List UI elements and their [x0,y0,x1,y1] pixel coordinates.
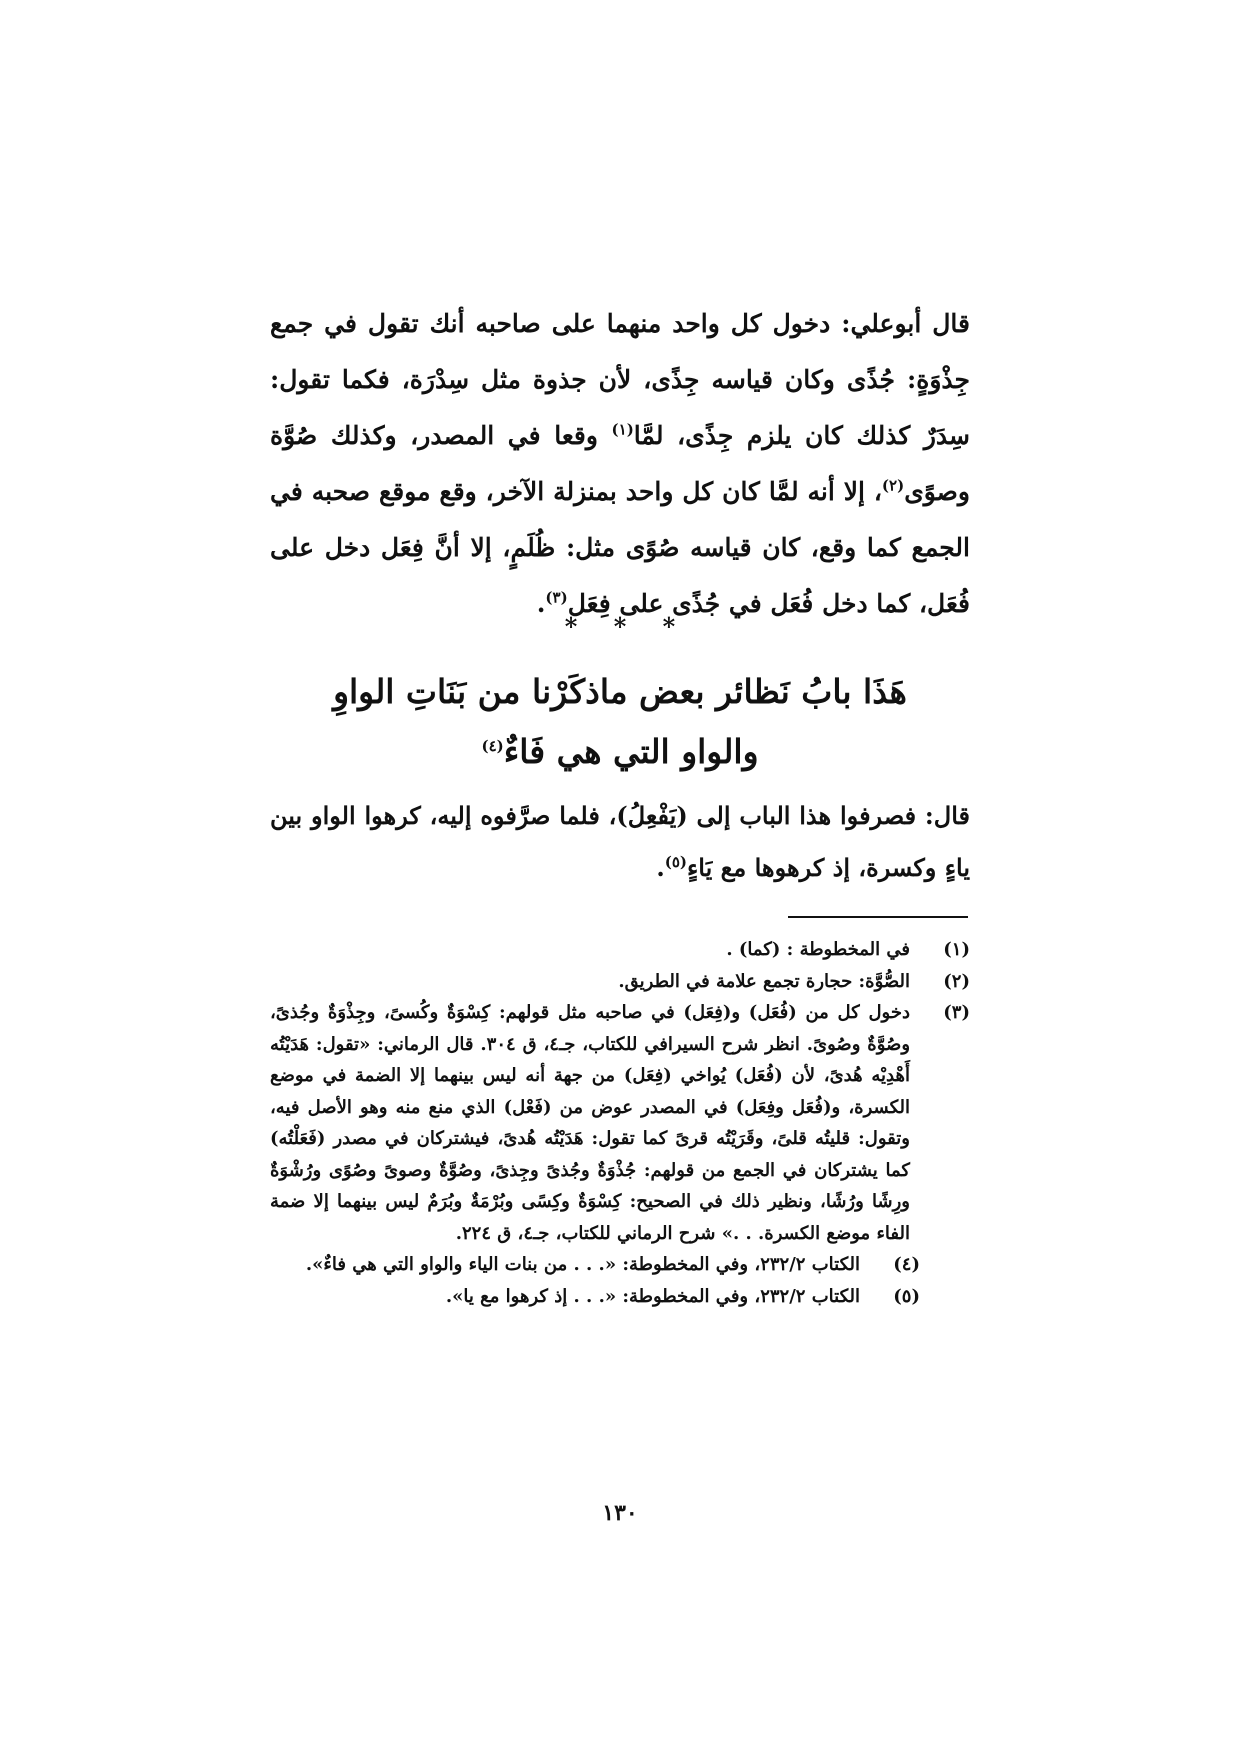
footnote-number: (٤) [893,1254,920,1275]
footnote-3 [270,997,970,1249]
footnote-text: الكتاب ٢٣٢/٢، وفي المخطوطة: «. . . من بنات الياء والواو التي هي فاءٌ». [305,1254,860,1275]
footnote-text: الصُّوَّة: حجارة تجمع علامة في الطريق. [618,970,910,992]
footnote-ref-4[interactable]: (٤) [481,737,504,755]
section-separator [270,612,970,641]
separator-star: * [613,612,627,641]
footnote-number: (٣) [943,1002,970,1023]
footnote-2 [270,966,970,998]
footnote-text: في المخطوطة : (كما) . [726,939,910,960]
footnote-number: (٥) [893,1285,920,1307]
footnote-number: (٢) [943,970,970,992]
footnote-text: الكتاب ٢٣٢/٢، وفي المخطوطة: «. . . إذ كرهوا مع يا». [445,1285,860,1307]
footnote-ref-2[interactable]: (٢) [881,476,905,495]
footnote-number: (١) [943,939,970,960]
separator-star: * [564,612,578,641]
qal-label: قال: [924,801,970,830]
second-paragraph [270,790,970,894]
chapter-title-line-2 [270,722,970,782]
chapter-title [270,662,970,782]
chapter-title-line-1: هَذَا بابُ نَظائر بعض ماذكَرْنا من بَنَاتِ الواوِ [333,672,907,711]
main-text-part-a: قال أبوعلي: دخول كل واحد منهما على صاحبه أنك تقول في جمع جِذْوَةٍ: جُذًى وكان قياسه جِذًى، لأن جذوة مثل سِدْرَة، فكما تقول: سِدَرٌ كذلك كان يلزم جِذًى، لمَّا [270,309,970,450]
footnote-text: دخول كل من (فُعَل) و(فِعَل) في صاحبه مثل قولهم: كِسْوَةٌ وكُسىً، وجِذْوَةٌ وجُذىً، وصُوَّةٌ وصُوىً. انظر شرح السيرافي للكتاب، جـ٤، ق ٣٠٤. قال الرماني: «تقول: هَدَيْتُه أَهْدِيْه هُدىً، لأن (فُعَل) يُواخي (فِعَل) من جهة أنه ليس بينهما إلا الضمة في موضع الكسرة، و(فُعَل وفِعَل) في المصدر عوض من (فَعْل) الذي منع منه وهو الأصل فيه، وتقول: قليتُه قلىً، وقَرَيْتُه قرىً كما تقول: هَدَيْتُه هُدىً، فيشتركان في مصدر (فَعَلْتُه) كما يشتركان في الجمع من قولهم: جُذْوَةٌ وجُذىً وجِذىً، وصُوَّةٌ وصوىً وصُوًى ورُشْوَةٌ ورِشًا ورُشًا، ونظير ذلك في الصحيح: كِسْوَةٌ وكِسًى وبُرْمَةٌ وبُرَمٌ ليس بينهما إلا ضمة الفاء موضع الكسرة. . .» شرح الرماني للكتاب، جـ٤، ق ٢٢٤. [270,1002,911,1244]
main-text-part-b: وقعا في المصدر، وكذلك صُوَّة وصوًى [270,421,970,506]
separator-star: * [662,612,676,641]
page-number: ١٣٠ [602,1500,638,1526]
second-text-part-b: . [656,853,665,882]
footnote-1 [270,934,970,966]
footnote-4 [270,1249,970,1281]
footnote-divider [788,916,968,918]
footnote-ref-5[interactable]: (٥) [664,853,687,871]
footnotes-section [270,934,970,1312]
main-text-part-c: ، إلا أنه لمَّا كان كل واحد بمنزلة الآخر، وقع موقع صحبه في الجمع كما وقع، كان قياسه صُوًى مثل: ظُلَمٍ، إلا أنَّ فِعَل دخل على فُعَل، كما دخل فُعَل في جُذًى على فِعَل [270,477,970,618]
footnote-ref-3[interactable]: (٣) [545,588,568,607]
footnote-5 [270,1281,970,1313]
footnote-ref-1[interactable]: (١) [611,420,634,439]
second-text-part-a: فصرفوا هذا الباب إلى (يَفْعِلُ)، فلما صرَّفوه إليه، كرهوا الواو بين ياءٍ وكسرة، إذ كرهوها مع يَاءٍ [270,801,970,882]
main-text-part-d: . [536,589,546,618]
main-paragraph [270,296,970,632]
chapter-title-line-2-text: والواو التي هي فَاءٌ [503,732,759,771]
